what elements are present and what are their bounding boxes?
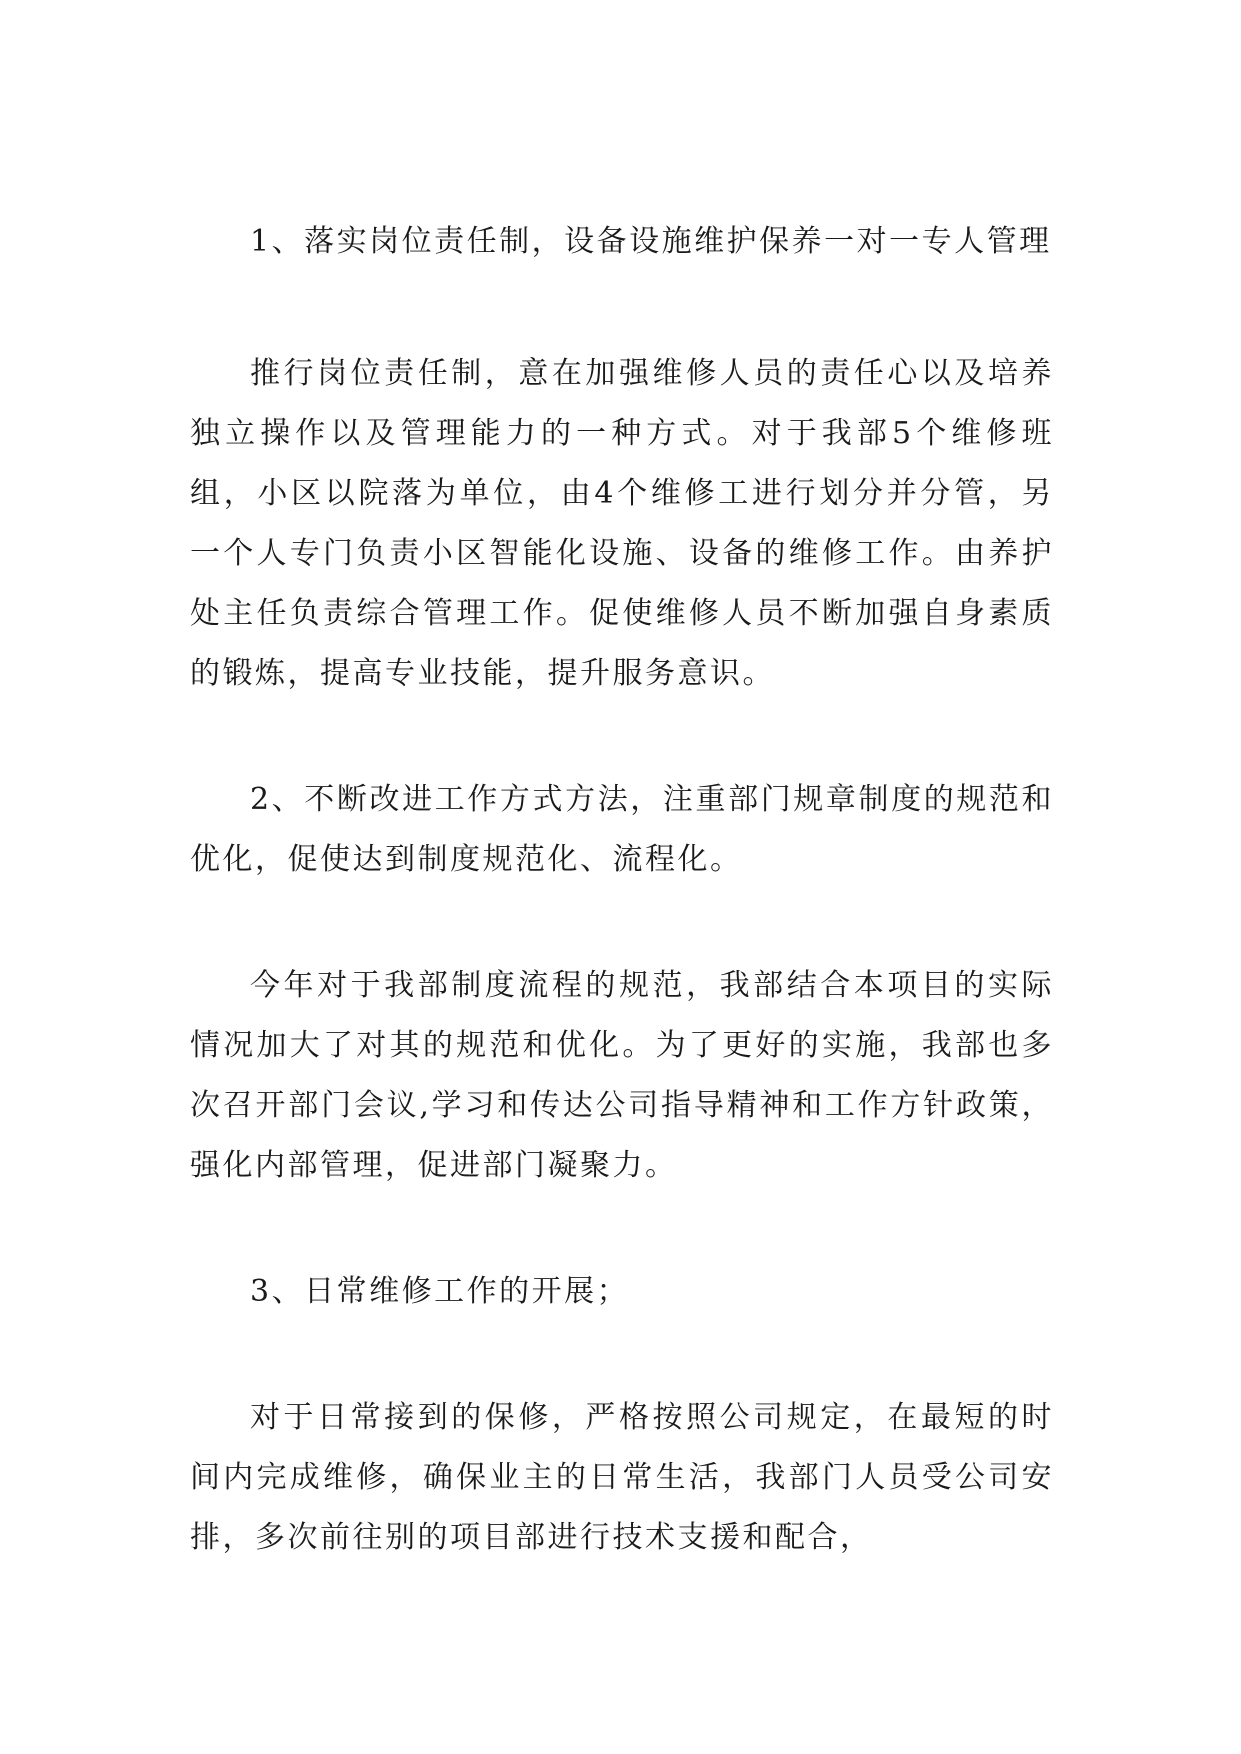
- section-heading-1: 1、落实岗位责任制，设备设施维护保养一对一专人管理: [250, 224, 1052, 259]
- section-heading-2: 2、不断改进工作方式方法，注重部门规章制度的规范和优化，促使达到制度规范化、流程化。: [190, 782, 1054, 877]
- paragraph-daily-maintenance: 对于日常接到的保修，严格按照公司规定，在最短的时间内完成维修，确保业主的日常生活，我部门人员受公司安排，多次前往别的项目部进行技术支援和配合，: [190, 1400, 1054, 1555]
- paragraph-responsibility: 推行岗位责任制，意在加强维修人员的责任心以及培养独立操作以及管理能力的一种方式。对于我部5个维修班组，小区以院落为单位，由4个维修工进行划分并分管，另一个人专门负责小区智能化设施、设备的维修工作。由养护处主任负责综合管理工作。促使维修人员不断加强自身素质的锻炼，提高专业技能，提升服务意识。: [190, 356, 1054, 691]
- paragraph-regulations: 今年对于我部制度流程的规范，我部结合本项目的实际情况加大了对其的规范和优化。为了更好的实施，我部也多次召开部门会议,学习和传达公司指导精神和工作方针政策，强化内部管理，促进部门凝聚力。: [190, 968, 1054, 1183]
- section-heading-3: 3、日常维修工作的开展；: [250, 1274, 630, 1309]
- document-body: [190, 212, 1054, 1568]
